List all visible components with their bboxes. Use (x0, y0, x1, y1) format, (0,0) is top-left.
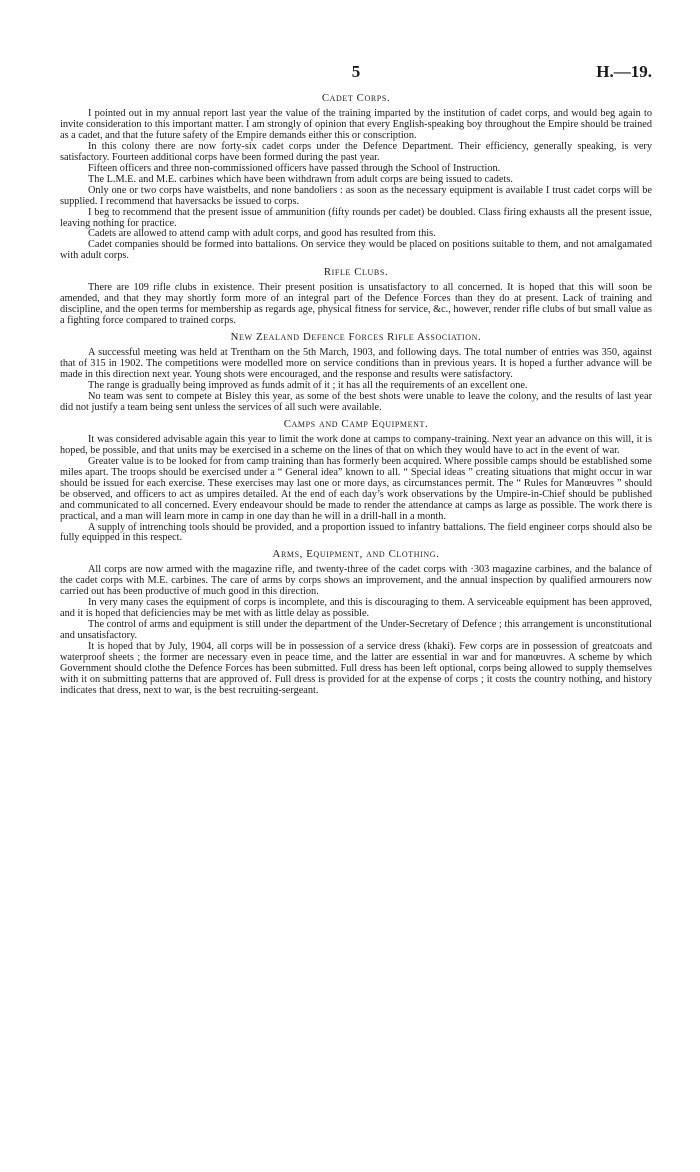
section-heading: Rifle Clubs. (323, 266, 389, 279)
paragraph: All corps are now armed with the magazine rifle, and twenty-three of the cadet corps with ·303 magazine carbines, and the balance of the cadet corps with M.E. carbines. The care of arms by corps shows an improvement, and the annual inspection by qualified armourers now carried out has been productive of much good in this direction. (60, 564, 652, 598)
section-heading: Camps and Camp Equipment. (283, 417, 429, 430)
paragraph: The control of arms and equipment is still under the department of the Under-Secretary of Defence ; this arrangement is unconstitutional and unsatisfactory. (60, 619, 652, 642)
paragraph: A successful meeting was held at Trentham on the 5th March, 1903, and following days. The total number of entries was 350, against that of 315 in 1902. The competitions were modelled more on service conditions than in previous years. It is hoped a further advance will be made in this direction next year. Young shots were encouraged, and the response and results were satisfactory. (60, 347, 652, 381)
page-number: 5 (351, 62, 361, 81)
paragraph: I pointed out in my annual report last year the value of the training imparted by the institution of cadet corps, and would beg again to invite consideration to this important matter. I am strongly of opinion that every English-speaking boy throughout the Empire should be trained as a cadet, and that the future safety of the Empire demands either this or conscription. (60, 108, 652, 141)
paragraph: Fifteen officers and three non-commissioned officers have passed through the School of Instruction. (88, 162, 501, 174)
page-header (60, 62, 652, 84)
document-body (60, 92, 652, 697)
paragraph: In this colony there are now forty-six cadet corps under the Defence Department. Their efficiency, generally speaking, is very satisfactory. Fourteen additional corps have been formed during the past year. (60, 140, 652, 163)
document-reference: H.—19. (596, 62, 652, 81)
paragraph: Only one or two corps have waistbelts, and none bandoliers : as soon as the necessary equipment is available I trust cadet corps will be supplied. I recommend that haversacks be issued to corps. (60, 184, 652, 207)
paragraph: In very many cases the equipment of corps is incomplete, and this is discouraging to them. A serviceable equipment has been approved, and it is hoped that deficiencies may be met with as little delay as possible. (60, 597, 652, 620)
section-heading: New Zealand Defence Forces Rifle Association. (230, 331, 482, 344)
paragraph: The L.M.E. and M.E. carbines which have been withdrawn from adult corps are being issued to cadets. (88, 173, 513, 185)
paragraph: It was considered advisable again this year to limit the work done at camps to company-training. Next year an advance on this will, it is hoped, be possible, and that units may be exercised in a scheme on the lines of that on which they would have to act in the event of war. (60, 433, 652, 456)
paragraph: Cadet companies should be formed into battalions. On service they would be placed on positions suitable to them, and not amalgamated with adult corps. (60, 239, 652, 262)
paragraph: Greater value is to be looked for from camp training than has formerly been acquired. Where possible camps should be established some miles apart. The troops should be exercised under a “ General idea” known to all. “ Special ideas ” creating situations that might occur in war should be issued for each exercise. These exercises may last one or more days, as circumstances permit. The “ Rules for Manœuvres ” should be observed, and officers to act as umpires detailed. At the end of each day’s work observations by the Umpire-in-Chief should be published and communicated to all concerned. Every endeavour should be made to render the attendance at camps as large as possible. The work there is practical, and a man will learn more in camp in one day than he will in a drill-hall in a month. (60, 455, 652, 522)
section-heading: Cadet Corps. (321, 92, 391, 104)
paragraph: It is hoped that by July, 1904, all corps will be in possession of a service dress (khaki). Few corps are in possession of greatcoats and waterproof sheets ; the former are necessary even in peace time, and the latter are essential in war and for manœuvres. A scheme by which Government should clothe the Defence Forces has been submitted. Full dress has been left optional, corps being allowed to supply themselves with it on submitting patterns that are approved of. Full dress is provided for at the expense of corps ; it costs the country nothing, and history indicates that dress, next to war, is the best recruiting-sergeant. (60, 641, 652, 696)
paragraph: Cadets are allowed to attend camp with adult corps, and good has resulted from this. (88, 228, 436, 240)
paragraph: No team was sent to compete at Bisley this year, as some of the best shots were unable to leave the colony, and the results of last year did not justify a team being sent unless the services of all such were available. (60, 390, 652, 413)
paragraph: The range is gradually being improved as funds admit of it ; it has all the requirements of an excellent one. (88, 380, 528, 392)
paragraph: A supply of intrenching tools should be provided, and a proportion issued to infantry battalions. The field engineer corps should also be fully equipped in this respect. (60, 521, 652, 544)
paragraph: I beg to recommend that the present issue of ammunition (fifty rounds per cadet) be doubled. Class firing exhausts all the present issue, leaving nothing for practice. (60, 206, 652, 229)
paragraph: There are 109 rifle clubs in existence. Their present position is unsatisfactory to all concerned. It is hoped that this will soon be amended, and that they may shortly form more of an integral part of the Defence Forces than they do at present. Lack of training and discipline, and the open terms for membership as regards age, physical fitness for service, &c., however, render rifle clubs of but small value as a fighting force compared to trained corps. (60, 282, 652, 327)
section-heading: Arms, Equipment, and Clothing. (272, 548, 440, 561)
